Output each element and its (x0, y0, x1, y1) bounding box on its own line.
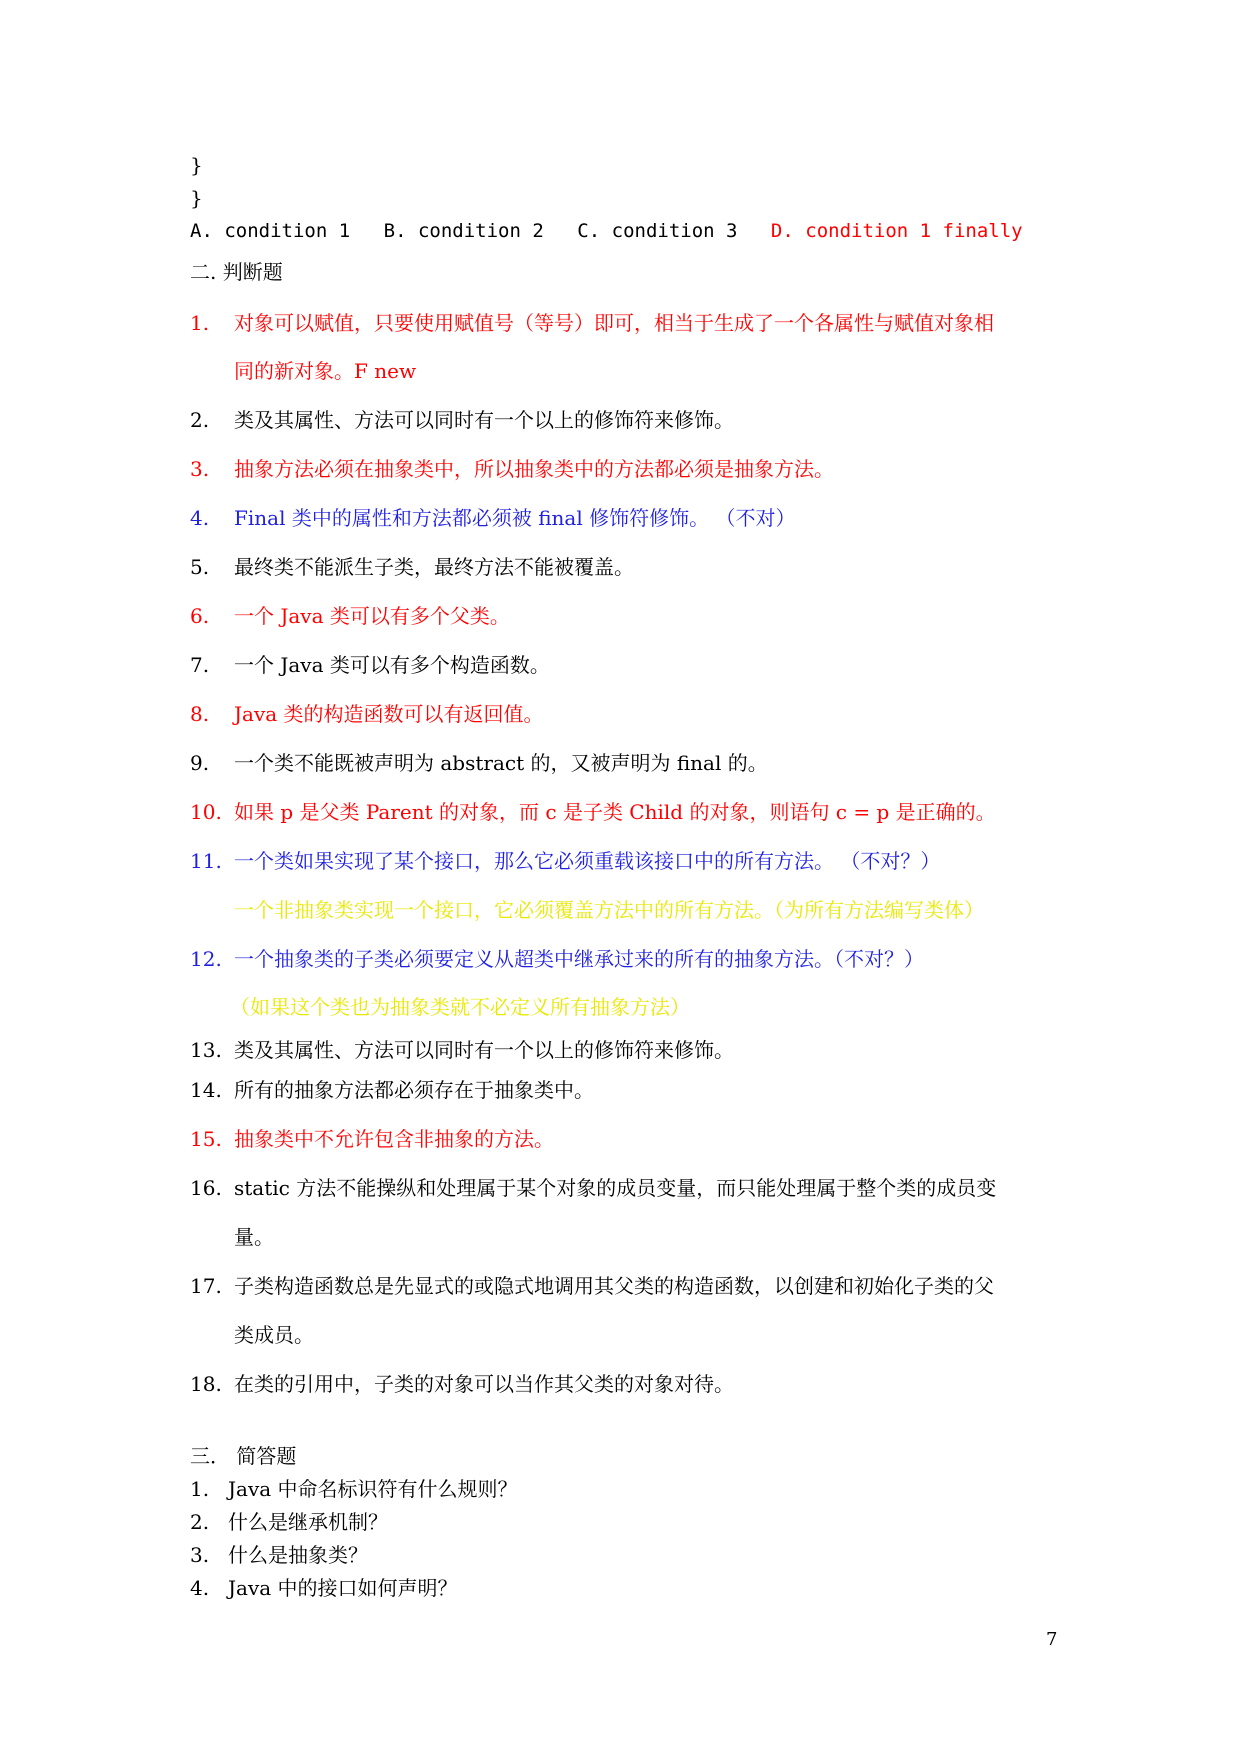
judgment-item-12 (190, 944, 924, 974)
judgment-item-18 (190, 1369, 734, 1399)
judgment-item-7 (190, 650, 550, 680)
item-number: 4. (190, 1576, 210, 1600)
item-text: 一个类如果实现了某个接口，那么它必须重载该接口中的所有方法。 （不对？） (234, 849, 941, 873)
option-d (771, 216, 1023, 246)
judgment-item-1-continued: 同的新对象。F new (234, 359, 417, 383)
item-text: 对象可以赋值，只要使用赋值号（等号）即可，相当于生成了一个各属性与赋值对象相 (234, 311, 994, 335)
option-a-label: A. (190, 220, 213, 242)
option-a (190, 216, 350, 246)
question-3 (190, 1540, 368, 1570)
option-d-label: D. (770, 220, 794, 242)
item-number: 18. (190, 1372, 222, 1396)
judgment-item-17 (190, 1271, 994, 1301)
judgment-item-13 (190, 1035, 734, 1065)
item-number: 13. (190, 1038, 222, 1062)
option-b (384, 216, 544, 246)
page-number: 7 (1046, 1629, 1058, 1650)
question-2 (190, 1507, 388, 1537)
judgment-item-11 (190, 846, 940, 876)
judgment-item-4 (190, 503, 795, 533)
item-number: 4. (190, 506, 210, 530)
item-number: 8. (190, 702, 210, 726)
judgment-item-15 (190, 1124, 554, 1154)
item-number: 6. (190, 604, 210, 628)
item-number: 3. (190, 457, 210, 481)
item-text: 什么是继承机制？ (228, 1510, 388, 1534)
option-c (577, 216, 737, 246)
item-number: 1. (190, 1477, 210, 1501)
judgment-item-3 (190, 454, 834, 484)
option-d-text: condition 1 finally (805, 220, 1023, 242)
judgment-item-17-continued: 类成员。 (234, 1323, 314, 1347)
section-3-title: 三． 简答题 (190, 1444, 297, 1468)
item-text: 子类构造函数总是先显式的或隐式地调用其父类的构造函数，以创建和初始化子类的父 (234, 1274, 994, 1298)
answer-options (190, 216, 1045, 246)
item-text: static 方法不能操纵和处理属于某个对象的成员变量，而只能处理属于整个类的成员变 (234, 1176, 997, 1200)
judgment-item-6 (190, 601, 510, 631)
item-text: 所有的抽象方法都必须存在于抽象类中。 (234, 1078, 594, 1102)
item-number: 11. (190, 849, 222, 873)
item-text: 一个 Java 类可以有多个父类。 (234, 604, 510, 628)
closing-brace-1: } (190, 153, 203, 177)
judgment-item-12-note: （如果这个类也为抽象类就不必定义所有抽象方法） (230, 995, 690, 1019)
item-number: 7. (190, 653, 210, 677)
section-2-title: 二. 判断题 (190, 260, 283, 284)
item-text: 在类的引用中，子类的对象可以当作其父类的对象对待。 (234, 1372, 734, 1396)
closing-brace-2: } (190, 186, 203, 210)
judgment-item-2 (190, 405, 734, 435)
item-text: Java 中命名标识符有什么规则？ (228, 1477, 518, 1501)
item-number: 9. (190, 751, 210, 775)
judgment-item-14 (190, 1075, 594, 1105)
item-number: 5. (190, 555, 210, 579)
judgment-item-16 (190, 1173, 996, 1203)
item-number: 2. (190, 408, 210, 432)
item-number: 2. (190, 1510, 210, 1534)
item-number: 12. (190, 947, 222, 971)
item-number: 14. (190, 1078, 222, 1102)
item-text: 最终类不能派生子类，最终方法不能被覆盖。 (234, 555, 634, 579)
item-number: 3. (190, 1543, 210, 1567)
item-text: 什么是抽象类？ (228, 1543, 368, 1567)
item-text: 一个抽象类的子类必须要定义从超类中继承过来的所有的抽象方法。（不对？） (234, 947, 924, 971)
judgment-item-10 (190, 797, 996, 827)
judgment-item-1 (190, 308, 994, 338)
item-number: 1. (190, 311, 210, 335)
option-b-label: B. (383, 220, 407, 242)
judgment-item-11-note: 一个非抽象类实现一个接口，它必须覆盖方法中的所有方法。（为所有方法编写类体） (234, 898, 984, 922)
item-number: 17. (190, 1274, 222, 1298)
item-number: 10. (190, 800, 222, 824)
option-c-text: condition 3 (611, 220, 738, 242)
option-c-label: C. (577, 220, 601, 242)
judgment-item-9 (190, 748, 768, 778)
item-text: 一个类不能既被声明为 abstract 的，又被声明为 final 的。 (234, 751, 768, 775)
question-4 (190, 1573, 458, 1603)
item-number: 15. (190, 1127, 222, 1151)
item-text: 抽象类中不允许包含非抽象的方法。 (234, 1127, 554, 1151)
item-text: 类及其属性、方法可以同时有一个以上的修饰符来修饰。 (234, 1038, 734, 1062)
judgment-item-5 (190, 552, 634, 582)
item-text: 抽象方法必须在抽象类中，所以抽象类中的方法都必须是抽象方法。 (234, 457, 834, 481)
item-text: 一个 Java 类可以有多个构造函数。 (234, 653, 550, 677)
item-number: 16. (190, 1176, 222, 1200)
item-text: 类及其属性、方法可以同时有一个以上的修饰符来修饰。 (234, 408, 734, 432)
option-a-text: condition 1 (224, 220, 351, 242)
item-text: 如果 p 是父类 Parent 的对象，而 c 是子类 Child 的对象，则语句 c = p 是正确的。 (234, 800, 996, 824)
judgment-item-8 (190, 699, 544, 729)
option-b-text: condition 2 (417, 220, 544, 242)
question-1 (190, 1474, 518, 1504)
item-text: Java 中的接口如何声明？ (228, 1576, 458, 1600)
judgment-item-16-continued: 量。 (234, 1225, 274, 1249)
item-text: Final 类中的属性和方法都必须被 final 修饰符修饰。 （不对） (234, 506, 796, 530)
item-text: Java 类的构造函数可以有返回值。 (234, 702, 544, 726)
